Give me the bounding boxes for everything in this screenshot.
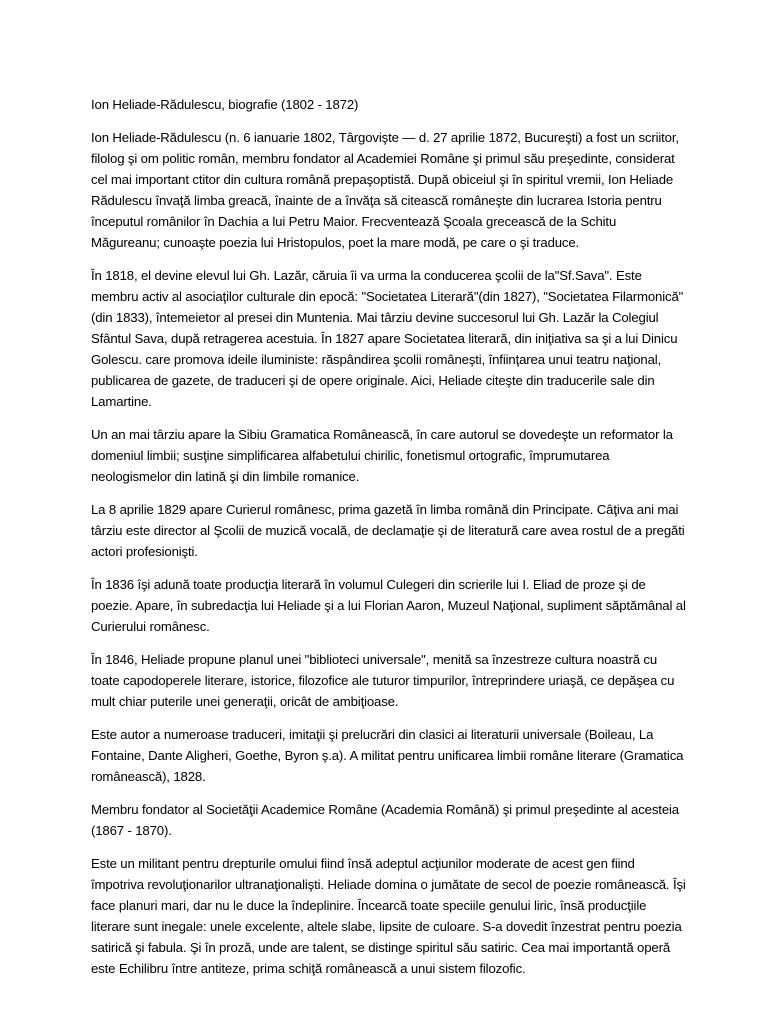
paragraph: Este autor a numeroase traduceri, imitaţii şi prelucrări din clasici ai literaturii universale (Boileau, La Fontaine, Dante Aligheri, Goethe, Byron ş.a). A militat pentru unificarea limbii române literare (Gramatica românească), 1828. [91, 727, 684, 784]
paragraph: În 1846, Heliade propune planul unei "biblioteci universale", menită sa înzestreze cultura noastră cu toate capodoperele literare, istorice, filozofice ale tuturor timpurilor, întreprindere uriaşă, ce depăşea cu mult chiar puterile unei generaţii, oricât de ambiţioase. [91, 652, 675, 709]
paragraph: Membru fondator al Societăţii Academice Române (Academia Română) şi primul preşedinte al acesteia (1867 - 1870). [91, 802, 679, 838]
paragraph: Este un militant pentru drepturile omului fiind însă adeptul acţiunilor moderate de acest gen fiind împotriva revoluţionarilor ultranaţionalişti. Heliade domina o jumătate de secol de poezie românească. Îşi face planuri mari, dar nu le duce la îndeplinire. Încearcă toate speciile genului liric, însă producţiile literare sunt inegale: unele excelente, altele slabe, lipsite de culoare. S-a dovedit înzestrat pentru poezia satirică şi fabula. Şi în proză, unde are talent, se distinge spiritul său satiric. Cea mai importantă operă este Echilibru între antiteze, prima schiţă românească a unui sistem filozofic. [91, 856, 686, 976]
paragraph: În 1836 îşi adună toate producţia literară în volumul Culegeri din scrierile lui I. Eliad de proze şi de poezie. Apare, în subredacţia lui Heliade şi a lui Florian Aaron, Muzeul Naţional, supliment săptămânal al Curierului românesc. [91, 577, 686, 634]
paragraph: Ion Heliade-Rădulescu (n. 6 ianuarie 1802, Târgovişte — d. 27 aprilie 1872, Bucureşti) a fost un scriitor, filolog şi om politic român, membru fondator al Academiei Române şi primul său preşedinte, considerat cel mai important ctitor din cultura română prepaşoptistă. După obiceiul şi în spiritul vremii, Ion Heliade Rădulescu învaţă limba greacă, înainte de a învăţa să citească româneşte din lucrarea Istoria pentru începutul românilor în Dachia a lui Petru Maior. Frecventează Şcoala grecească de la Schitu Măgureanu; cunoaşte poezia lui Hristopulos, poet la mare modă, pe care o şi traduce. [91, 130, 679, 250]
paragraph: În 1818, el devine elevul lui Gh. Lazăr, căruia îi va urma la conducerea şcolii de la"Sf.Sava". Este membru activ al asociaţilor culturale din epocă: "Societatea Literară"(din 1827), "Societatea Filarmonică" (din 1833), întemeietor al presei din Muntenia. Mai târziu devine succesorul lui Gh. Lazăr la Colegiul Sfântul Sava, după retragerea acestuia. În 1827 apare Societatea literară, din iniţiativa sa şi a lui Dinicu Golescu. care promova ideile iluministe: răspândirea şcolii româneşti, înfiinţarea unui teatru naţional, publicarea de gazete, de traduceri şi de opere originale. Aici, Heliade citeşte din traducerile sale din Lamartine. [91, 268, 684, 409]
paragraph: Un an mai târziu apare la Sibiu Gramatica Românească, în care autorul se dovedeşte un reformator la domeniul limbii; susţine simplificarea alfabetului chirilic, fonetismul ortografic, împrumutarea neologismelor din latină şi din limbile romanice. [91, 427, 673, 484]
paragraph: La 8 aprilie 1829 apare Curierul românesc, prima gazetă în limba română din Principate. Câţiva ani mai târziu este director al Şcolii de muzică vocală, de declamaţie şi de literatură care avea rostul de a pregăti actori profesionişti. [91, 502, 685, 559]
document-title: Ion Heliade-Rădulescu, biografie (1802 - 1872) [91, 97, 359, 112]
